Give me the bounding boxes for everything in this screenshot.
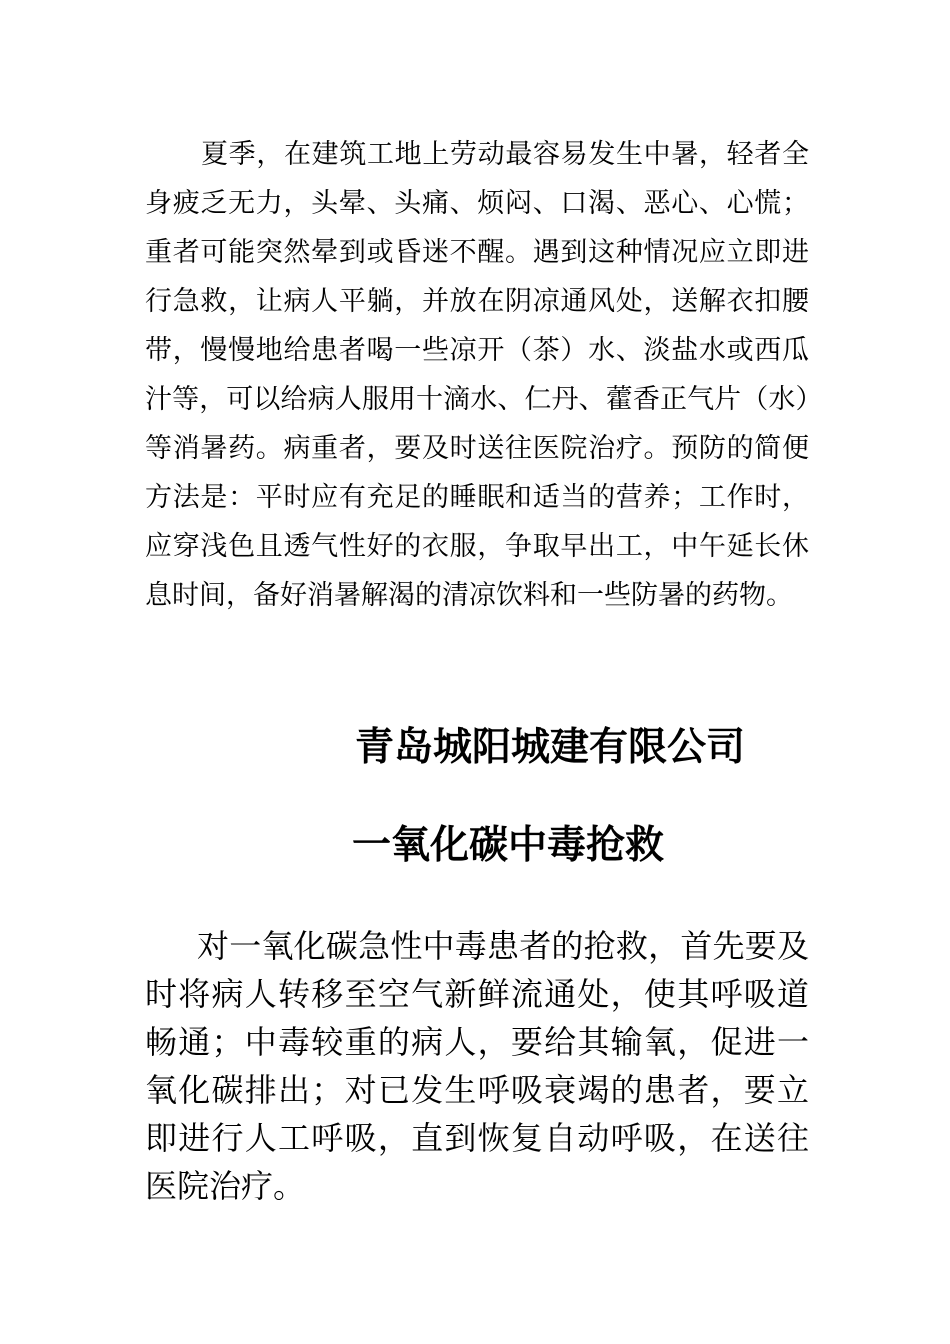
heatstroke-paragraph: 夏季，在建筑工地上劳动最容易发生中暑，轻者全身疲乏无力，头晕、头痛、烦闷、口渴、恶心、心慌；重者可能突然晕到或昏迷不醒。遇到这种情况应立即进行急救，让病人平躺，并放在阴凉通风处，送解衣扣腰带，慢慢地给患者喝一些凉开（茶）水、淡盐水或西瓜汁等，可以给病人服用十滴水、仁丹、藿香正气片（水）等消暑药。病重者，要及时送往医院治疗。预防的简便方法是：平时应有充足的睡眠和适当的营养；工作时，应穿浅色且透气性好的衣服，争取早出工，中午延长休息时间，备好消暑解渴的清凉饮料和一些防暑的药物。: [145, 139, 809, 611]
section-title: 一氧化碳中毒抢救: [352, 823, 665, 868]
carbon-monoxide-paragraph: 对一氧化碳急性中毒患者的抢救，首先要及时将病人转移至空气新鲜流通处，使其呼吸道畅通；中毒较重的病人，要给其输氧，促进一氧化碳排出；对已发生呼吸衰竭的患者，要立即进行人工呼吸，直到恢复自动呼吸，在送往医院治疗。: [145, 927, 809, 1205]
company-title: 青岛城阳城建有限公司: [355, 725, 746, 770]
